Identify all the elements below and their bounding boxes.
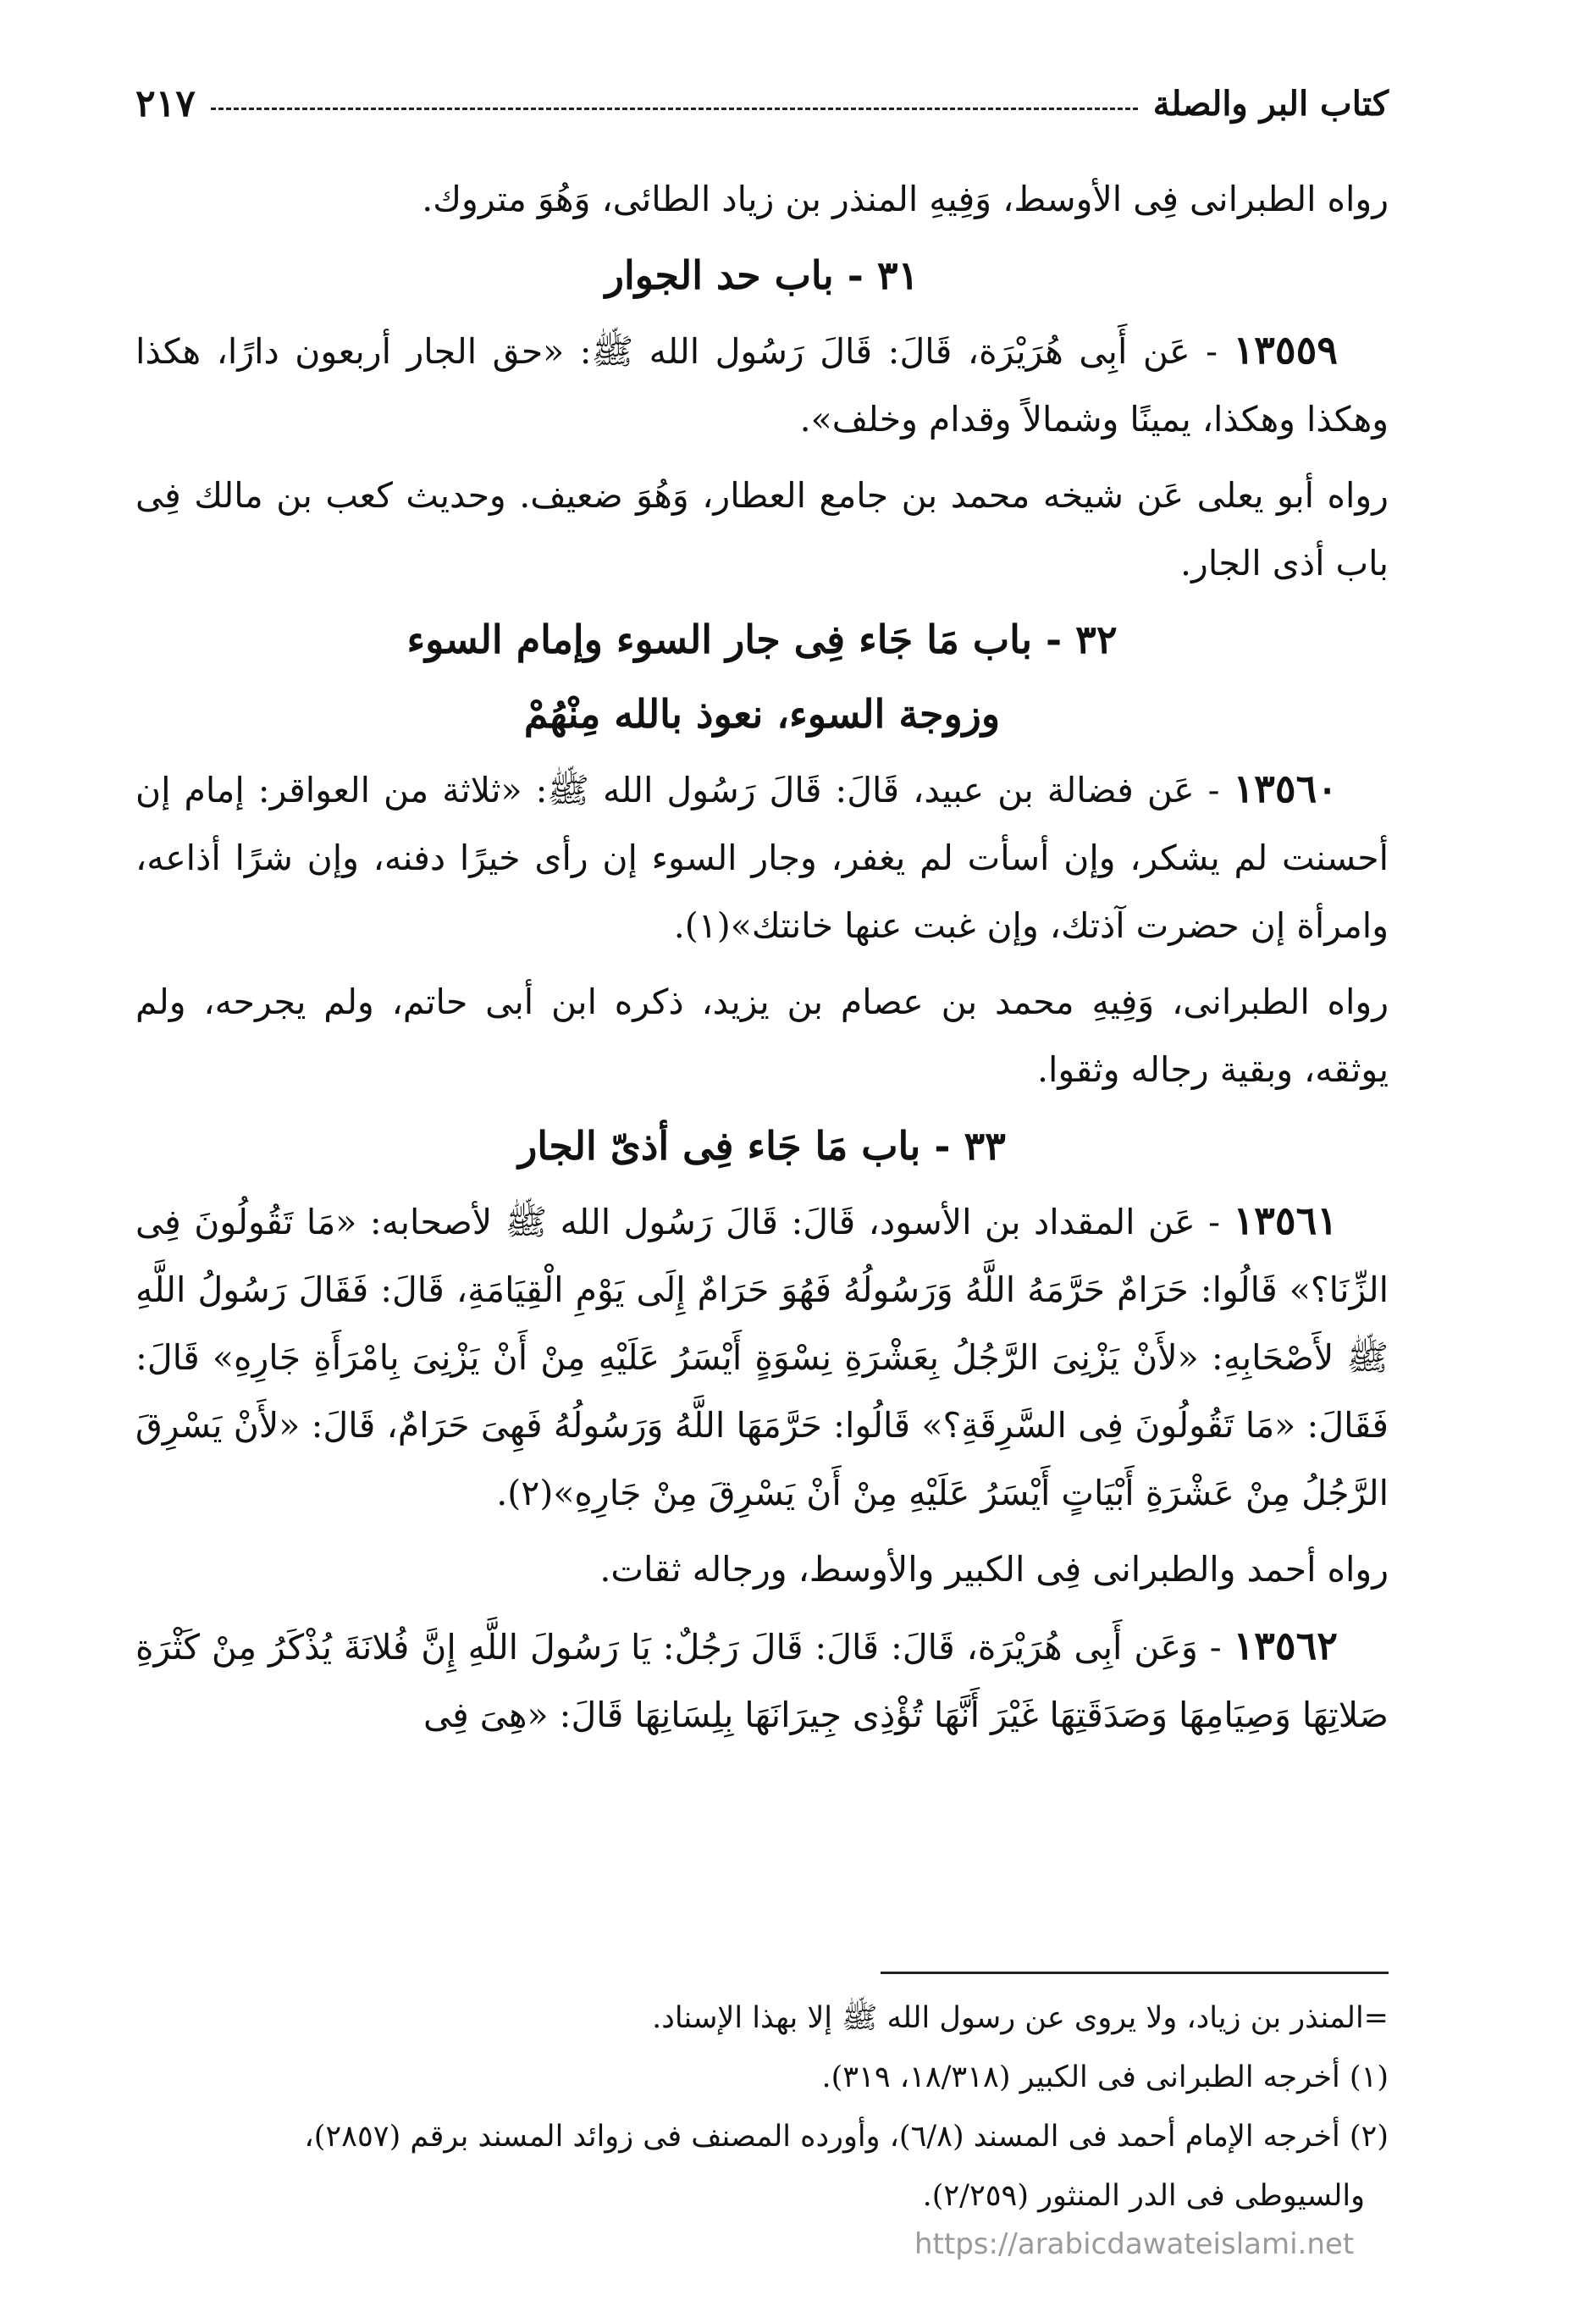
paragraph-source-note-1: رواه الطبرانى فِى الأوسط، وَفِيهِ المنذر بن زياد الطائى، وَهُوَ متروك. bbox=[422, 179, 1389, 219]
hadith-number: ١٣٥٥٩ bbox=[1233, 327, 1338, 373]
chapter-heading-31: ٣١ - باب حد الجوار bbox=[605, 252, 919, 298]
running-header bbox=[135, 78, 1389, 129]
chapter-heading-32-line-2: وزوجة السوء، نعوذ بالله مِنْهُمْ bbox=[523, 691, 1001, 737]
hadith-number: ١٣٥٦١ bbox=[1233, 1197, 1338, 1243]
page-body bbox=[135, 165, 1389, 1757]
footnote-continuation: =المنذر بن زياد، ولا يروى عن رسول الله ﷺ إلا بهذا الإسناد. bbox=[652, 2001, 1389, 2035]
footnote-2: (٢) أخرجه الإمام أحمد فى المسند (٦/٨)، وأورده المصنف فى زوائد المسند برقم (٢٨٥٧)، bbox=[304, 2120, 1389, 2154]
hadith-13562 bbox=[135, 1612, 1389, 1749]
paragraph-source-note-2: رواه أبو يعلى عَن شيخه محمد بن جامع العطار، وَهُوَ ضعيف. وحديث كعب بن مالك فِى باب أذى الجار. bbox=[135, 475, 1389, 584]
hadith-text: - عَن أَبِى هُرَيْرَة، قَالَ: قَالَ رَسُول الله ﷺ: «حق الجار أربعون دارًا، هكذا وهكذا وهكذا، يمينًا وشمالاً وقدام وخلف». bbox=[135, 331, 1389, 440]
page-number: ٢١٧ bbox=[135, 81, 196, 125]
hadith-text: - وَعَن أَبِى هُرَيْرَة، قَالَ: قَالَ: قَالَ رَجُلٌ: يَا رَسُولَ اللَّهِ إِنَّ فُلانَةَ يُذْكَرُ مِنْ كَثْرَةِ صَلاتِهَا وَصِيَامِهَا وَصَدَقَتِهَا غَيْرَ أَنَّهَا تُؤْذِى جِيرَانَهَا بِلِسَانِهَا قَالَ: «هِىَ فِى bbox=[135, 1627, 1389, 1735]
hadith-text: - عَن المقداد بن الأسود، قَالَ: قَالَ رَسُول الله ﷺ لأصحابه: «مَا تَقُولُونَ فِى الزِّنَا؟» قَالُوا: حَرَامٌ حَرَّمَهُ اللَّهُ وَرَسُولُهُ فَهُوَ حَرَامٌ إِلَى يَوْمِ الْقِيَامَةِ، قَالَ: فَقَالَ رَسُولُ اللَّهِ ﷺ لأَصْحَابِهِ: «لأَنْ يَزْنِىَ الرَّجُلُ بِعَشْرَةِ نِسْوَةٍ أَيْسَرُ عَلَيْهِ مِنْ أَنْ يَزْنِىَ بِامْرَأَةِ جَارِهِ» قَالَ: فَقَالَ: «مَا تَقُولُونَ فِى السَّرِقَةِ؟» قَالُوا: حَرَّمَهَا اللَّهُ وَرَسُولُهُ فَهِىَ حَرَامٌ، قَالَ: «لأَنْ يَسْرِقَ الرَّجُلُ مِنْ عَشْرَةِ أَبْيَاتٍ أَيْسَرُ عَلَيْهِ مِنْ أَنْ يَسْرِقَ مِنْ جَارِهِ»(٢). bbox=[135, 1202, 1389, 1513]
hadith-13561 bbox=[135, 1186, 1389, 1527]
header-dashed-line bbox=[211, 108, 1138, 110]
paragraph-source-note-4: رواه أحمد والطبرانى فِى الكبير والأوسط، ورجاله ثقات. bbox=[599, 1549, 1389, 1590]
hadith-number: ١٣٥٦٠ bbox=[1233, 766, 1338, 811]
hadith-text: - عَن فضالة بن عبيد، قَالَ: قَالَ رَسُول الله ﷺ: «ثلاثة من العواقر: إمام إن أحسنت لم يشكر، وإن أسأت لم يغفر، وجار السوء إن رأى خيرًا دفنه، وإن شرًا أذاعه، وامرأة إن حضرت آذتك، وإن غبت عنها خانتك»(١). bbox=[135, 770, 1389, 946]
book-title: كتاب البر والصلة bbox=[1152, 83, 1389, 124]
paragraph-source-note-3: رواه الطبرانى، وَفِيهِ محمد بن عصام بن يزيد، ذكره ابن أبى حاتم، ولم يجرحه، ولم يوثقه، وبقية رجاله وثقوا. bbox=[135, 982, 1389, 1090]
footnote-1: (١) أخرجه الطبرانى فى الكبير (١٨/٣١٨، ٣١٩). bbox=[821, 2060, 1389, 2094]
hadith-13560 bbox=[135, 755, 1389, 960]
watermark-url: https://arabicdawateislami.net bbox=[914, 2227, 1355, 2261]
footnotes bbox=[135, 1990, 1389, 2227]
footnote-2-continued: والسيوطى فى الدر المنثور (٢/٢٥٩). bbox=[922, 2179, 1365, 2213]
footnote-separator bbox=[881, 1972, 1389, 1974]
chapter-heading-32-line-1: ٣٢ - باب مَا جَاء فِى جار السوء وإمام السوء bbox=[406, 617, 1118, 662]
hadith-13559 bbox=[135, 316, 1389, 453]
hadith-number: ١٣٥٦٢ bbox=[1233, 1623, 1338, 1668]
chapter-heading-33: ٣٣ - باب مَا جَاء فِى أذىّ الجار bbox=[518, 1123, 1006, 1169]
